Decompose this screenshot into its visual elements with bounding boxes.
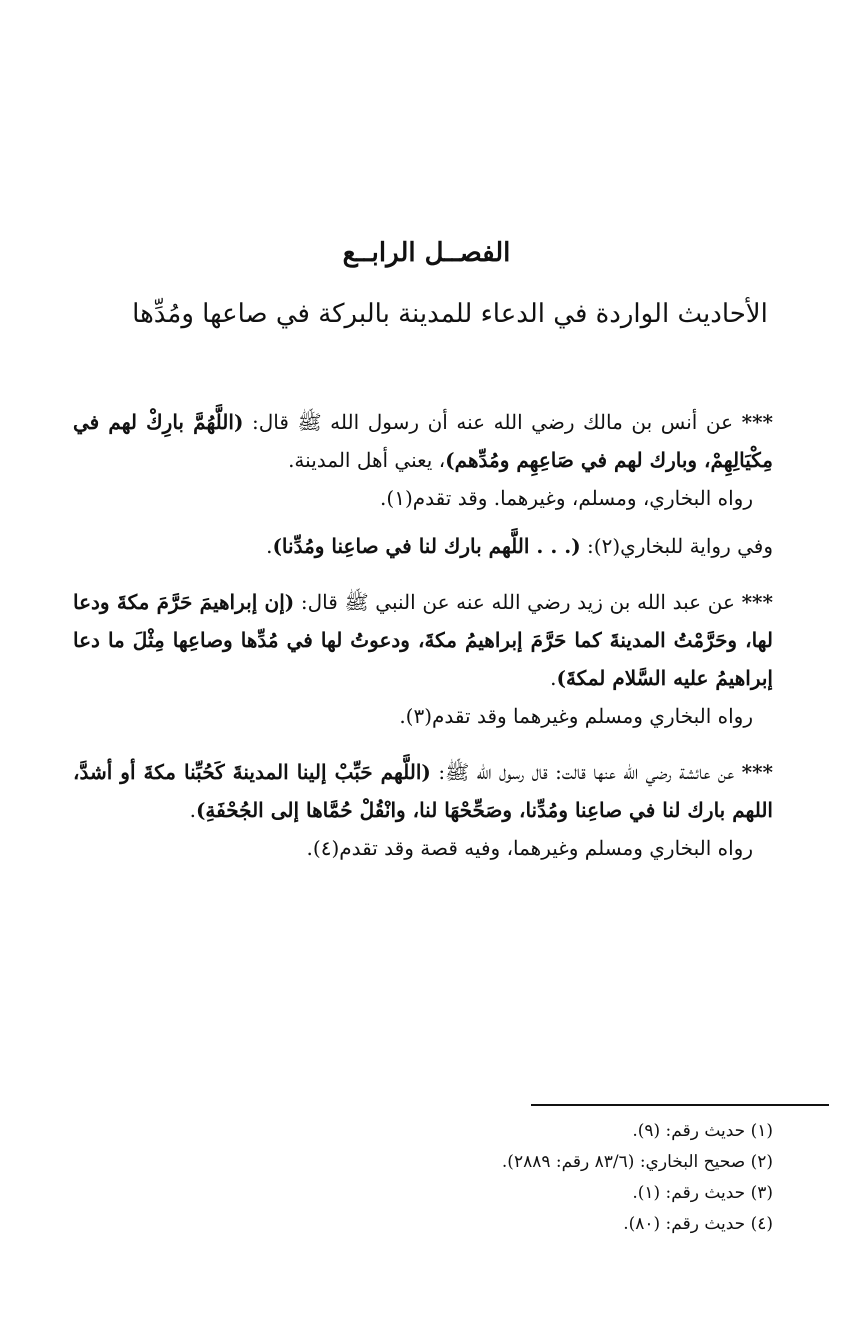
hadith-marker: *** bbox=[741, 590, 773, 614]
hadith-reference: رواه البخاري ومسلم وغيرهما وقد تقدم(٣). bbox=[399, 704, 753, 728]
hadith-reference: رواه البخاري، ومسلم، وغيرهما. وقد تقدم(١). bbox=[380, 486, 753, 510]
hadith-1 bbox=[73, 403, 773, 565]
hadith-text bbox=[73, 753, 773, 829]
hadith-intro: عن أنس بن مالك رضي الله عنه أن رسول الله ﷺ قال: bbox=[243, 410, 742, 434]
hadith-quote: (اللَّهم حَبِّبْ إلينا المدينةَ كَحُبِّنا مكةَ أو أشدَّ، اللهم بارك لنا في صاعِنا ومُدِّنا، وصَحِّحْهَا لنا، وانْقُلْ حُمَّاها إلى الجُحْفَةِ) bbox=[73, 760, 773, 822]
footnote-1: (١) حديث رقم: (٩). bbox=[632, 1121, 773, 1141]
hadith-after: . bbox=[189, 798, 196, 822]
hadith-after: . bbox=[550, 666, 557, 690]
hadith-text bbox=[73, 403, 773, 479]
hadith-extra-narration bbox=[73, 527, 773, 565]
hadith-text bbox=[73, 583, 773, 697]
hadith-after: ، يعني أهل المدينة. bbox=[288, 448, 446, 472]
extra-after: . bbox=[266, 534, 273, 558]
footnote-4: (٤) حديث رقم: (٨٠). bbox=[623, 1214, 773, 1234]
hadith-marker: *** bbox=[741, 760, 773, 784]
hadith-3 bbox=[73, 753, 773, 867]
footnote-divider bbox=[531, 1104, 829, 1106]
footnote-3: (٣) حديث رقم: (١). bbox=[632, 1183, 773, 1203]
hadith-2 bbox=[73, 583, 773, 735]
hadith-quote: (اللَّهُمَّ بارِكْ لهم في مِكْيَالِهِمْ، وبارك لهم في صَاعِهِم ومُدِّهم) bbox=[73, 410, 773, 472]
extra-quote: (. . . اللَّهم بارك لنا في صاعِنا ومُدِّنا) bbox=[272, 534, 581, 558]
footnote-2: (٢) صحيح البخاري: (٨٣/٦ رقم: ٢٨٨٩). bbox=[501, 1152, 773, 1172]
hadith-marker: *** bbox=[741, 410, 773, 434]
chapter-title: الفصــل الرابــع bbox=[342, 238, 511, 268]
extra-intro: وفي رواية للبخاري(٢): bbox=[580, 534, 773, 558]
hadith-intro: عن عائشة رضي الله عنها قالت: قال رسول الله ﷺ: bbox=[430, 760, 742, 784]
hadith-quote: (إن إبراهيمَ حَرَّمَ مكةَ ودعا لها، وحَرَّمْتُ المدينةَ كما حَرَّمَ إبراهيمُ مكةَ، ودعوتُ لها في مُدِّها وصاعِها مِثْلَ ما دعا إبراهيمُ عليه السَّلام لمكةَ) bbox=[73, 590, 773, 690]
hadith-intro: عن عبد الله بن زيد رضي الله عنه عن النبي ﷺ قال: bbox=[294, 590, 742, 614]
footnotes bbox=[73, 1116, 773, 1240]
chapter-subtitle: الأحاديث الواردة في الدعاء للمدينة بالبركة في صاعها ومُدِّها bbox=[132, 299, 768, 329]
hadith-reference: رواه البخاري ومسلم وغيرهما، وفيه قصة وقد تقدم(٤). bbox=[306, 836, 753, 860]
